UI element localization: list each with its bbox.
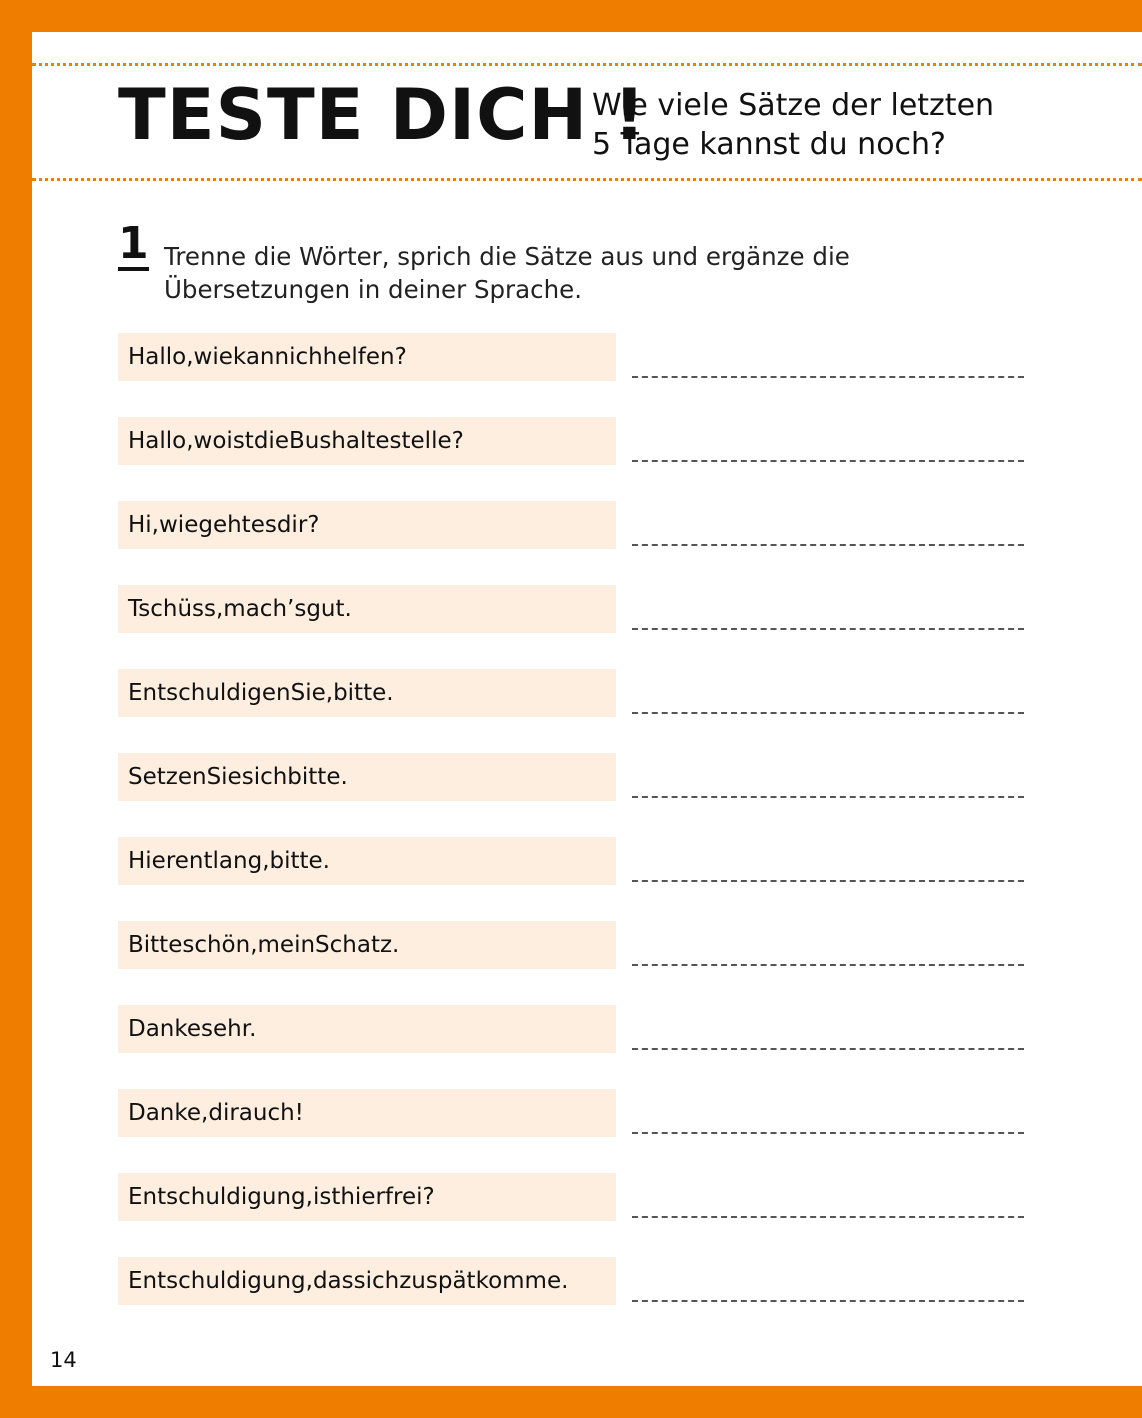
sentence-box: Bitteschön,meinSchatz. — [118, 921, 616, 969]
sentence-box: Hierentlang,bitte. — [118, 837, 616, 885]
page-title: TESTE DICH ! — [118, 74, 647, 156]
exercise-row — [118, 669, 1038, 753]
exercise-instruction — [164, 240, 924, 306]
exercise-row — [118, 501, 1038, 585]
answer-line[interactable] — [632, 1216, 1024, 1218]
answer-line[interactable] — [632, 376, 1024, 378]
header-dotted-divider-bottom — [32, 178, 1142, 181]
sentence-box: Entschuldigung,isthierfrei? — [118, 1173, 616, 1221]
answer-line[interactable] — [632, 544, 1024, 546]
sentence-box: EntschuldigenSie,bitte. — [118, 669, 616, 717]
subtitle-line-1: Wie viele Sätze der letzten — [592, 88, 995, 123]
sentence-box: Hallo,wiekannichhelfen? — [118, 333, 616, 381]
answer-line[interactable] — [632, 628, 1024, 630]
exercise-row — [118, 753, 1038, 837]
exercise-number: 1 — [118, 218, 149, 269]
answer-line[interactable] — [632, 964, 1024, 966]
page-number: 14 — [50, 1348, 77, 1372]
exercise-row — [118, 585, 1038, 669]
exercise-row — [118, 1005, 1038, 1089]
exercise-row — [118, 921, 1038, 1005]
sentence-box: Hallo,woistdieBushaltestelle? — [118, 417, 616, 465]
sentence-box: Dankesehr. — [118, 1005, 616, 1053]
answer-line[interactable] — [632, 880, 1024, 882]
answer-line[interactable] — [632, 796, 1024, 798]
answer-line[interactable] — [632, 1300, 1024, 1302]
exercise-row — [118, 837, 1038, 921]
exercise-row — [118, 1257, 1038, 1341]
instruction-line-1: Trenne die Wörter, sprich die Sätze aus und ergänze die — [164, 242, 850, 271]
instruction-line-2: Übersetzungen in deiner Sprache. — [164, 275, 582, 304]
sentence-box: SetzenSiesichbitte. — [118, 753, 616, 801]
answer-line[interactable] — [632, 712, 1024, 714]
sentence-box: Hi,wiegehtesdir? — [118, 501, 616, 549]
answer-line[interactable] — [632, 460, 1024, 462]
page-content — [32, 32, 1142, 1386]
exercise-row — [118, 1089, 1038, 1173]
exercise-rows — [118, 333, 1038, 1341]
answer-line[interactable] — [632, 1048, 1024, 1050]
sentence-box: Danke,dirauch! — [118, 1089, 616, 1137]
header-dotted-divider-top — [32, 63, 1142, 66]
page-subtitle — [592, 86, 1112, 164]
answer-line[interactable] — [632, 1132, 1024, 1134]
exercise-row — [118, 1173, 1038, 1257]
subtitle-line-2: 5 Tage kannst du noch? — [592, 127, 946, 162]
exercise-row — [118, 417, 1038, 501]
sentence-box: Entschuldigung,dassichzuspätkomme. — [118, 1257, 616, 1305]
sentence-box: Tschüss,mach’sgut. — [118, 585, 616, 633]
exercise-row — [118, 333, 1038, 417]
